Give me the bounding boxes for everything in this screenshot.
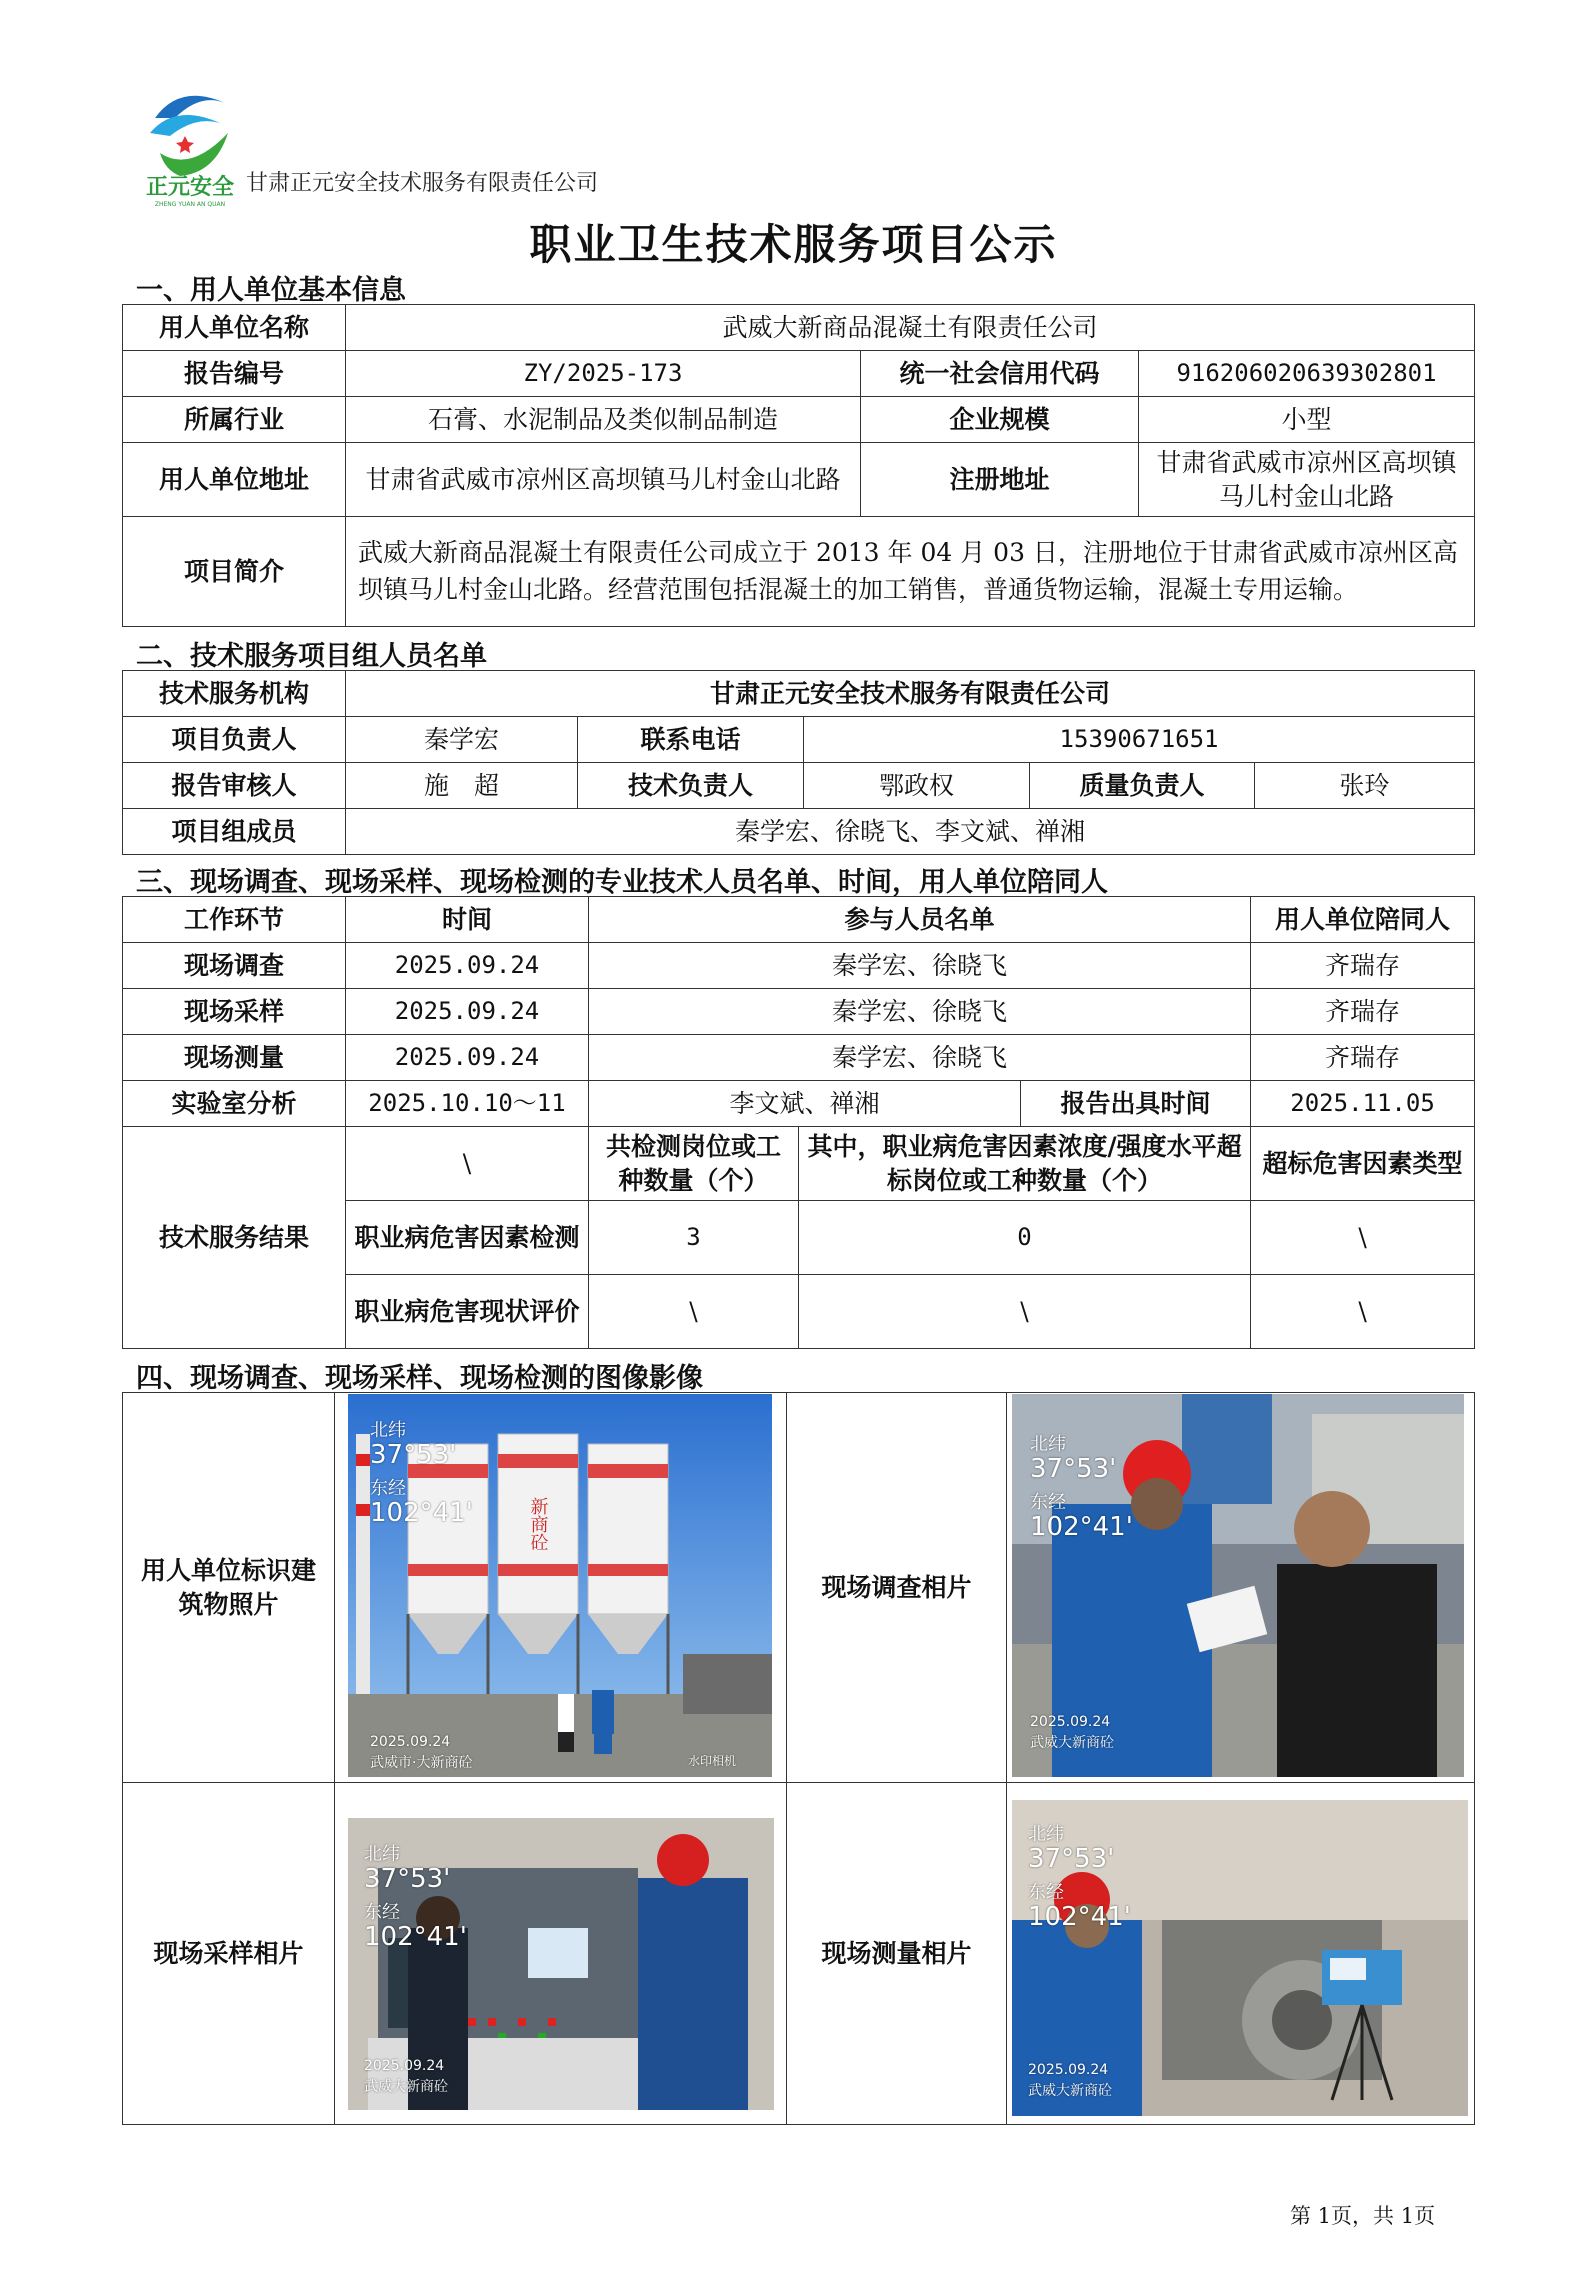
phone-label: 联系电话 (578, 717, 804, 763)
basic-info-table (122, 304, 1475, 627)
photo2-label: 现场调查相片 (787, 1393, 1007, 1783)
page-number: 第 1页，共 1页 (1290, 2204, 1436, 2228)
detect-count: 3 (589, 1201, 799, 1275)
intro-label: 项目简介 (123, 517, 346, 627)
time: 2025.09.24 (346, 943, 589, 989)
lab-label: 实验室分析 (123, 1081, 346, 1127)
reviewer-label: 报告审核人 (123, 763, 346, 809)
tech: 鄂政权 (804, 763, 1030, 809)
stage: 现场调查 (123, 943, 346, 989)
col-count: 共检测岗位或工种数量（个） (589, 1127, 799, 1201)
intro-text: 武威大新商品混凝土有限责任公司成立于 2013 年 04 月 03 日，注册地位于甘肃省武威市凉州区高坝镇马儿村金山北路。经营范围包括混凝土的加工销售，普通货物运输，混凝土专用运输。 (346, 517, 1475, 627)
reg-address: 甘肃省武威市凉州区高坝镇马儿村金山北路 (1139, 443, 1475, 517)
time: 2025.09.24 (346, 1035, 589, 1081)
unit-name-label: 用人单位名称 (123, 305, 346, 351)
col-stage: 工作环节 (123, 897, 346, 943)
members-label: 项目组成员 (123, 809, 346, 855)
lab-people: 李文斌、禅湘 (589, 1081, 1021, 1127)
lab-time: 2025.10.10～11 (346, 1081, 589, 1127)
section3-heading: 三、现场调查、现场采样、现场检测的专业技术人员名单、时间，用人单位陪同人 (136, 867, 1108, 898)
photo1-date: 2025.09.24 (370, 1734, 451, 1750)
photo4-date: 2025.09.24 (1028, 2062, 1109, 2078)
section1-heading: 一、用人单位基本信息 (136, 275, 406, 306)
photo3-lon-label: 东经 (364, 1902, 400, 1923)
report-no: ZY/2025-173 (346, 351, 861, 397)
phone: 15390671651 (804, 717, 1475, 763)
photo4-place: 武威大新商砼 (1028, 2083, 1112, 2099)
header-company: 甘肃正元安全技术服务有限责任公司 (246, 171, 599, 196)
photo1-lat: 37°53' (370, 1440, 457, 1470)
survey-photo (1012, 1394, 1464, 1777)
leader-label: 项目负责人 (123, 717, 346, 763)
photo2-date: 2025.09.24 (1030, 1714, 1111, 1730)
scale: 小型 (1139, 397, 1475, 443)
table-row (123, 943, 1475, 989)
photo3-date: 2025.09.24 (364, 2058, 445, 2074)
stage: 现场测量 (123, 1035, 346, 1081)
photo2-lat: 37°53' (1030, 1454, 1117, 1484)
page-title: 职业卫生技术服务项目公示 (529, 220, 1058, 269)
measuring-photo (1012, 1800, 1468, 2116)
col-escort: 用人单位陪同人 (1251, 897, 1475, 943)
escort: 齐瑞存 (1251, 989, 1475, 1035)
scale-label: 企业规模 (861, 397, 1139, 443)
eval-type: \ (1251, 1275, 1475, 1349)
photo1-lon-label: 东经 (370, 1478, 406, 1499)
org-name: 甘肃正元安全技术服务有限责任公司 (346, 671, 1475, 717)
report-time-label: 报告出具时间 (1021, 1081, 1251, 1127)
org-label: 技术服务机构 (123, 671, 346, 717)
sampling-photo (348, 1818, 774, 2110)
logo-pinyin: ZHENG YUAN AN QUAN (154, 201, 226, 208)
silo-text: 新商砼 (527, 1497, 549, 1551)
col-time: 时间 (346, 897, 589, 943)
table-row (123, 989, 1475, 1035)
eval-count: \ (589, 1275, 799, 1349)
photo1-place: 武威市·大新商砼 (370, 1755, 473, 1771)
industry-label: 所属行业 (123, 397, 346, 443)
people: 秦学宏、徐晓飞 (589, 1035, 1251, 1081)
leader: 秦学宏 (346, 717, 578, 763)
tech-label: 技术负责人 (578, 763, 804, 809)
address: 甘肃省武威市凉州区高坝镇马儿村金山北路 (346, 443, 861, 517)
photo2-place: 武威大新商砼 (1030, 1735, 1114, 1751)
eval-over: \ (799, 1275, 1251, 1349)
photo1-lon: 102°41' (370, 1498, 473, 1528)
field-work-table (122, 896, 1475, 1349)
quality-label: 质量负责人 (1030, 763, 1255, 809)
photo3-lat: 37°53' (364, 1864, 451, 1894)
logo-text: 正元安全 (145, 175, 235, 200)
detect-over: 0 (799, 1201, 1251, 1275)
photo3-place: 武威大新商砼 (364, 2079, 448, 2095)
team-table (122, 670, 1475, 855)
photo4-lon: 102°41' (1028, 1902, 1131, 1932)
photo1-lat-label: 北纬 (370, 1420, 406, 1441)
photo4-lat-label: 北纬 (1028, 1824, 1064, 1845)
report-no-label: 报告编号 (123, 351, 346, 397)
escort: 齐瑞存 (1251, 943, 1475, 989)
watermark-app: 水印相机 (688, 1754, 737, 1768)
photo4-lat: 37°53' (1028, 1844, 1115, 1874)
reg-address-label: 注册地址 (861, 443, 1139, 517)
reviewer: 施 超 (346, 763, 578, 809)
photo3-label: 现场采样相片 (123, 1783, 335, 2125)
photo4-label: 现场测量相片 (787, 1783, 1007, 2125)
result-slash: \ (346, 1127, 589, 1201)
col-over: 其中，职业病危害因素浓度/强度水平超标岗位或工种数量（个） (799, 1127, 1251, 1201)
credit-code: 916206020639302801 (1139, 351, 1475, 397)
stage: 现场采样 (123, 989, 346, 1035)
section2-heading: 二、技术服务项目组人员名单 (136, 641, 487, 672)
photo3-lat-label: 北纬 (364, 1844, 400, 1865)
time: 2025.09.24 (346, 989, 589, 1035)
people: 秦学宏、徐晓飞 (589, 989, 1251, 1035)
report-time: 2025.11.05 (1251, 1081, 1475, 1127)
detect-label: 职业病危害因素检测 (346, 1201, 589, 1275)
company-logo (140, 78, 240, 208)
members: 秦学宏、徐晓飞、李文斌、禅湘 (346, 809, 1475, 855)
col-type: 超标危害因素类型 (1251, 1127, 1475, 1201)
eval-label: 职业病危害现状评价 (346, 1275, 589, 1349)
photo4-lon-label: 东经 (1028, 1882, 1064, 1903)
photo1-label: 用人单位标识建筑物照片 (123, 1393, 335, 1783)
photo2-lat-label: 北纬 (1030, 1434, 1066, 1455)
detect-type: \ (1251, 1201, 1475, 1275)
escort: 齐瑞存 (1251, 1035, 1475, 1081)
photo2-lon-label: 东经 (1030, 1492, 1066, 1513)
table-row (123, 1035, 1475, 1081)
unit-name: 武威大新商品混凝土有限责任公司 (346, 305, 1475, 351)
credit-code-label: 统一社会信用代码 (861, 351, 1139, 397)
photo3-lon: 102°41' (364, 1922, 467, 1952)
photo2-lon: 102°41' (1030, 1512, 1133, 1542)
building-photo (348, 1394, 772, 1777)
result-label: 技术服务结果 (123, 1127, 346, 1349)
people: 秦学宏、徐晓飞 (589, 943, 1251, 989)
quality: 张玲 (1255, 763, 1475, 809)
industry: 石膏、水泥制品及类似制品制造 (346, 397, 861, 443)
section4-heading: 四、现场调查、现场采样、现场检测的图像影像 (136, 1363, 703, 1394)
address-label: 用人单位地址 (123, 443, 346, 517)
col-people: 参与人员名单 (589, 897, 1251, 943)
